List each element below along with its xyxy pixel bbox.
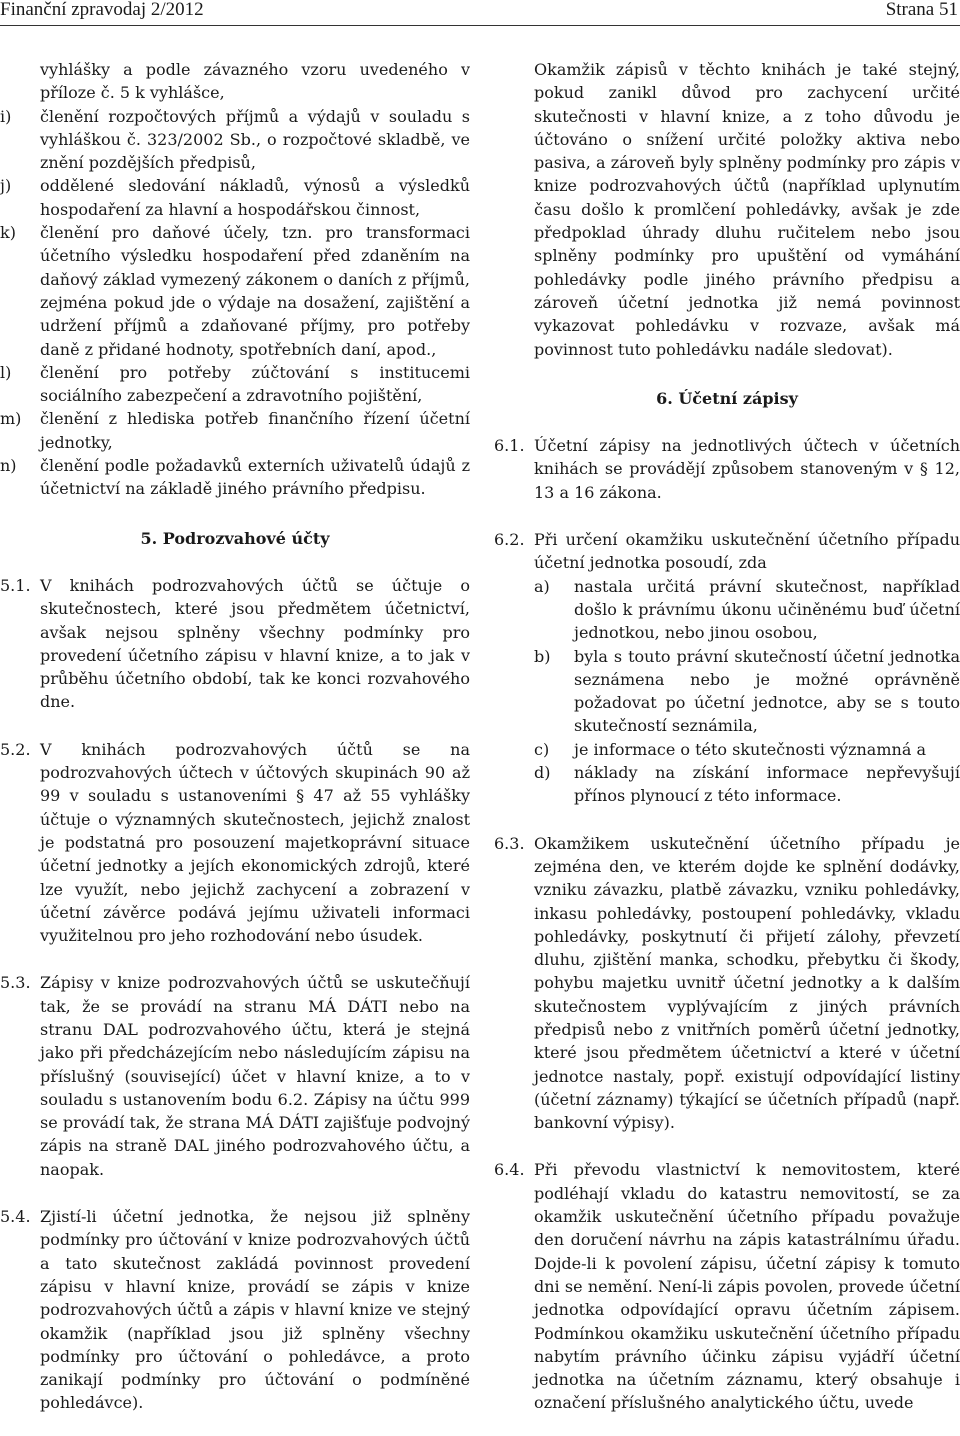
section-text: Při určení okamžiku uskutečnění účetního případu účetní jednotka posoudí, zda <box>534 530 960 573</box>
section-6-1 <box>494 434 960 504</box>
section-text: V knihách podrozvahových účtů se na podrozvahových účtech v účtových skupinách 90 až 99 v souladu s ustanoveními § 47 až 55 vyhlášky účtuje o významných skutečnostech, jejichž znalost je podstatná pro posouzení majetkoprávní situace účetní jednotky a jejích ekonomických zdrojů, které lze využít, nebo jejichž zachycení a zobrazení v účetní závěrce podává jejímu uživateli informaci využitelnou pro jeho rozhodování nebo úsudek. <box>40 739 470 946</box>
left-column <box>0 58 470 1415</box>
section-number: 6.1. <box>494 436 525 456</box>
section-text: Okamžikem uskutečnění účetního případu je zejména den, ve kterém dojde ke splnění dodávky, vzniku závazku, platbě závazku, vzniku pohledávky, inkasu pohledávky, postoupení pohledávky, vkladu pohledávky, poskytnutí či přijetí zálohy, převzetí dluhu, zjištění manka, schodku, přebytku či škody, pohybu majetku uvnitř účetní jednotky a k dalším skutečnostem vyplývajícím z jiných právních předpisů nebo z vnitřních poměrů účetní jednotky, které jsou předmětem účetnictví a které v účetní jednotce nastaly, popř. existují odpovídající listiny (účetní záznamy) týkající se účetních případů (např. bankovní výpisy). <box>534 833 960 1133</box>
continued-paragraph: Okamžik zápisů v těchto knihách je také stejný, pokud zanikl důvod pro zachycení určité skutečnosti v hlavní knize, a z toho důvodu je účtováno o snížení určité položky aktiva nebo pasiva, a zároveň byly splněny podmínky pro zápis v knize podrozvahových účtů (například uplynutím času došlo k promlčení pohledávky, avšak je zde předpoklad úhrady dluhu ručitelem nebo jsou splněny podmínky pro upuštění od vymáhání pohledávky podle jiného právního předpisu a zároveň účetní jednotka již nemá povinnost vykazovat pohledávku v rozvaze, avšak má povinnost tuto pohledávku nadále sledovat). <box>534 60 960 359</box>
list-text: náklady na získání informace nepřevyšují přínos plynoucí z této informace. <box>574 763 960 806</box>
list-text: je informace o této skutečnosti významná a <box>574 739 926 759</box>
section-text: Účetní zápisy na jednotlivých účtech v účetních knihách se provádějí způsobem stanoveným v § 12, 13 a 16 zákona. <box>534 436 960 502</box>
section-heading-6: 6. Účetní zápisy <box>656 388 798 408</box>
section-number: 5.3. <box>0 973 31 993</box>
section-6-3 <box>494 832 960 1135</box>
list-marker: a) <box>534 576 550 596</box>
list-text: členění rozpočtových příjmů a výdajů v souladu s vyhláškou č. 323/2002 Sb., o rozpočtové skladbě, ve znění pozdějších předpisů, <box>40 106 470 173</box>
list-marker: m) <box>0 409 22 429</box>
list-marker: i) <box>0 106 12 126</box>
section-number: 6.4. <box>494 1160 525 1180</box>
page-header <box>0 0 960 22</box>
section-number: 5.4. <box>0 1207 31 1227</box>
section-5-1 <box>0 574 470 714</box>
section-5-2 <box>0 738 470 948</box>
list-item <box>0 454 470 501</box>
section-text: Zápisy v knize podrozvahových účtů se uskutečňují tak, že se provádí na stranu MÁ DÁTI nebo na stranu DAL podrozvahového účtu, která je stejná jako při předcházejícím nebo následujícím zápisu na příslušný (související) účet v hlavní knize, a to v souladu s ustanovením bodu 6.2. Zápisy na účtu 999 se provádí tak, že strana MÁ DÁTI zajišťuje podvojný zápis na straně DAL jiného podrozvahového účtu, a naopak. <box>40 973 470 1179</box>
section-number: 5.2. <box>0 739 31 759</box>
list-item <box>0 361 470 408</box>
section-number: 5.1. <box>0 575 31 595</box>
list-item <box>494 738 960 761</box>
list-text: byla s touto právní skutečností účetní jednotka seznámena nebo je možné oprávněně požadovat po účetní jednotce, aby se s touto skutečností seznámila, <box>574 646 960 736</box>
list-text: členění pro potřeby zúčtování s institucemi sociálního zabezpečení a zdravotního pojištění, <box>40 362 470 406</box>
list-marker: n) <box>0 456 17 476</box>
page-number: Strana 51 <box>885 0 958 20</box>
list-text: nastala určitá právní skutečnost, například došlo k právnímu úkonu učiněnému buď účetní jednotkou, nebo jinou osobou, <box>574 576 960 643</box>
list-item <box>494 761 960 808</box>
list-marker: b) <box>534 646 551 666</box>
list-item <box>0 221 470 361</box>
list-item <box>494 645 960 738</box>
list-marker: k) <box>0 223 16 243</box>
list-text: členění podle požadavků externích uživatelů údajů z účetnictví na základě jiného právního předpisu. <box>40 456 470 499</box>
list-item <box>0 105 470 175</box>
list-marker: j) <box>0 176 12 196</box>
header-rule <box>0 25 960 26</box>
section-text: V knihách podrozvahových účtů se účtuje o skutečnostech, které jsou předmětem účetnictví, avšak nejsou splněny všechny podmínky pro provedení účetního zápisu v hlavní knize, a to jak v průběhu účetního období, tak ke konci rozvahového dne. <box>40 575 470 712</box>
list-text: oddělené sledování nákladů, výnosů a výsledků hospodaření za hlavní a hospodářskou činnost, <box>40 176 470 219</box>
continued-item-h: vyhlášky a podle závazného vzoru uvedeného v příloze č. 5 k vyhlášce, <box>40 60 470 103</box>
list-item <box>0 407 470 454</box>
journal-title: Finanční zpravodaj 2/2012 <box>0 0 204 20</box>
section-6-4 <box>494 1158 960 1414</box>
section-number: 6.2. <box>494 530 525 550</box>
section-heading-5: 5. Podrozvahové účty <box>140 528 330 548</box>
section-text: Při převodu vlastnictví k nemovitostem, které podléhají vkladu do katastru nemovitostí, se za okamžik uskutečnění účetního případu považuje den doručení návrhu na zápis katastrálnímu úřadu. Dojde-li k povolení zápisu, účetní zápisy k tomuto dni se nemění. Není-li zápis povolen, provede účetní jednotka odpovídající opravu účetním zápisem. Podmínkou okamžiku uskutečnění účetního případu nabytím právního účinku zápisu vyjádří účetní jednotka na účetním záznamu, který obsahuje i označení příslušného analytického účtu, uvede <box>534 1160 960 1413</box>
list-text: členění z hlediska potřeb finančního řízení účetní jednotky, <box>40 409 470 452</box>
list-item <box>0 174 470 221</box>
section-6-2 <box>494 528 960 575</box>
list-marker: d) <box>534 763 551 783</box>
right-column <box>494 58 960 1415</box>
section-5-4 <box>0 1205 470 1415</box>
section-text: Zjistí-li účetní jednotka, že nejsou již splněny podmínky pro účtování v knize podrozvahových účtů a tato skutečnost zakládá povinnost provedení zápisu v hlavní knize, provádí se zápis v knize podrozvahových účtů a zápis v hlavní knize ve stejný okamžik (například jsou již splněny všechny podmínky pro účtování o pohledávce, a proto zanikají podmínky pro účtování o podmíněné pohledávce). <box>40 1207 470 1413</box>
section-5-3 <box>0 971 470 1181</box>
section-number: 6.3. <box>494 833 525 853</box>
list-marker: c) <box>534 739 550 759</box>
list-item <box>494 575 960 645</box>
list-text: členění pro daňové účely, tzn. pro transformaci účetního výsledku hospodaření před zdaněním na daňový základ vymezený zákonem o daních z příjmů, zejména pokud jde o výdaje na dosažení, zajištění a udržení příjmů a zdaňované příjmy, pro potřeby daně z přidané hodnoty, spotřebních daní, apod., <box>40 223 470 359</box>
list-marker: l) <box>0 362 12 382</box>
